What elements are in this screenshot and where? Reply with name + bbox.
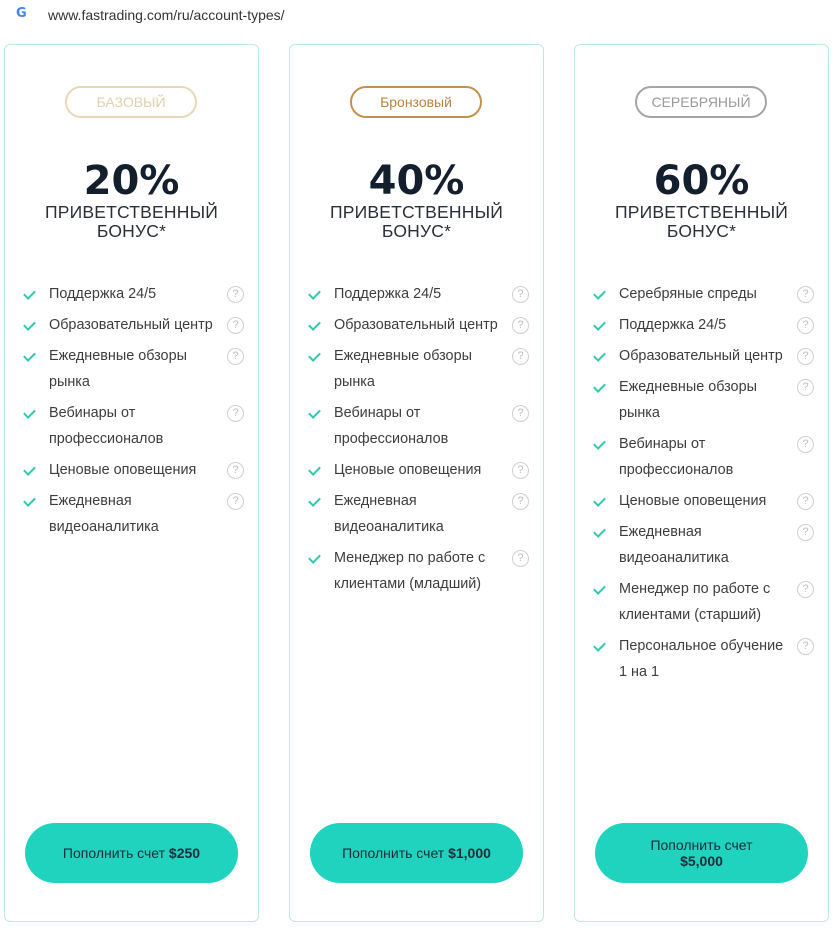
feature-item [290,343,543,395]
bonus-percent: 40% [368,158,465,204]
feature-text: Ежедневная видеоаналитика [334,493,444,535]
feature-item [290,457,543,483]
check-icon [593,318,606,331]
deposit-button-label [342,845,491,861]
bonus-label-line1: ПРИВЕТСТВЕННЫЙ [44,202,219,222]
feature-text: Ежедневные обзоры рынка [49,348,187,390]
check-icon [593,582,606,595]
question-mark-icon[interactable]: ? [512,405,529,422]
bonus-label-line1: ПРИВЕТСТВЕННЫЙ [329,202,504,222]
feature-item [575,519,828,571]
question-mark-icon[interactable]: ? [512,493,529,510]
question-mark-icon[interactable]: ? [797,348,814,365]
feature-text: Поддержка 24/5 [334,286,442,302]
bonus-label [290,203,543,241]
bonus-label-line1: ПРИВЕТСТВЕННЫЙ [614,202,789,222]
question-mark-icon[interactable]: ? [227,286,244,303]
feature-text: Ежедневная видеоаналитика [49,493,159,535]
feature-text: Поддержка 24/5 [619,317,727,333]
feature-item [575,633,828,685]
feature-item [575,431,828,483]
check-icon [308,494,321,507]
check-icon [593,494,606,507]
deposit-amount: $1,000 [448,845,491,861]
check-icon [308,551,321,564]
check-icon [23,349,36,362]
question-mark-icon[interactable]: ? [512,348,529,365]
check-icon [308,463,321,476]
feature-text: Ежедневная видеоаналитика [619,524,729,566]
feature-item [575,576,828,628]
bonus-percent: 20% [83,158,180,204]
feature-list [5,281,258,545]
question-mark-icon[interactable]: ? [227,317,244,334]
feature-item [575,343,828,369]
check-icon [308,287,321,300]
feature-list [575,281,828,690]
feature-item [290,545,543,597]
account-card [574,44,829,922]
address-bar[interactable] [0,0,837,32]
question-mark-icon[interactable]: ? [797,286,814,303]
account-badge: СЕРЕБРЯНЫЙ [635,86,767,118]
question-mark-icon[interactable]: ? [797,317,814,334]
question-mark-icon[interactable]: ? [797,638,814,655]
deposit-button[interactable] [310,823,523,883]
feature-item [5,400,258,452]
question-mark-icon[interactable]: ? [512,286,529,303]
check-icon [593,525,606,538]
question-mark-icon[interactable]: ? [227,493,244,510]
bonus-label-line2: БОНУС* [666,221,737,241]
feature-text: Вебинары от профессионалов [619,436,734,478]
feature-item [290,488,543,540]
deposit-button[interactable] [25,823,238,883]
feature-text: Ценовые оповещения [334,462,482,478]
feature-item [575,488,828,514]
feature-text: Ценовые оповещения [49,462,197,478]
check-icon [593,287,606,300]
question-mark-icon[interactable]: ? [227,462,244,479]
feature-text: Серебряные спреды [619,286,757,302]
deposit-button-prefix: Пополнить счет [342,845,445,861]
feature-item [5,488,258,540]
deposit-button-prefix: Пополнить счет [62,845,166,861]
account-card [289,44,544,922]
deposit-amount: $250 [168,845,201,861]
google-g-icon: G [16,6,27,21]
feature-text: Образовательный центр [619,348,783,364]
feature-item [5,343,258,395]
feature-item [290,281,543,307]
feature-text: Поддержка 24/5 [49,286,157,302]
deposit-button-prefix: Пополнить счет [650,837,753,853]
url-text[interactable]: www.fastrading.com/ru/account-types/ [48,7,285,23]
feature-text: Менеджер по работе с клиентами (старший) [619,581,771,623]
feature-text: Персональное обучение 1 на 1 [619,638,784,680]
question-mark-icon[interactable]: ? [512,462,529,479]
check-icon [593,349,606,362]
feature-item [575,374,828,426]
feature-item [290,400,543,452]
question-mark-icon[interactable]: ? [512,550,529,567]
feature-text: Ценовые оповещения [619,493,767,509]
feature-item [290,312,543,338]
check-icon [23,406,36,419]
question-mark-icon[interactable]: ? [797,379,814,396]
feature-text: Ежедневные обзоры рынка [619,379,757,421]
feature-text: Образовательный центр [334,317,498,333]
feature-text: Образовательный центр [49,317,213,333]
question-mark-icon[interactable]: ? [797,493,814,510]
check-icon [593,437,606,450]
check-icon [23,463,36,476]
bonus-label-line2: БОНУС* [381,221,452,241]
question-mark-icon[interactable]: ? [227,348,244,365]
check-icon [308,406,321,419]
deposit-button[interactable] [595,823,808,883]
feature-item [5,281,258,307]
feature-item [575,281,828,307]
feature-list [290,281,543,602]
feature-text: Менеджер по работе с клиентами (младший) [334,550,486,592]
account-badge: БАЗОВЫЙ [65,86,197,118]
check-icon [593,380,606,393]
feature-item [5,457,258,483]
feature-item [5,312,258,338]
deposit-button-label [63,845,200,861]
feature-text: Вебинары от профессионалов [49,405,164,447]
question-mark-icon[interactable]: ? [512,317,529,334]
check-icon [23,318,36,331]
question-mark-icon[interactable]: ? [797,581,814,598]
check-icon [308,349,321,362]
feature-text: Вебинары от профессионалов [334,405,449,447]
feature-text: Ежедневные обзоры рынка [334,348,472,390]
deposit-button-label [650,837,752,869]
bonus-percent: 60% [653,158,750,204]
bonus-label-line2: БОНУС* [96,221,167,241]
question-mark-icon[interactable]: ? [797,524,814,541]
feature-item [575,312,828,338]
account-card [4,44,259,922]
question-mark-icon[interactable]: ? [797,436,814,453]
account-badge: Бронзовый [350,86,482,118]
question-mark-icon[interactable]: ? [227,405,244,422]
check-icon [593,639,606,652]
deposit-amount: $5,000 [680,853,723,869]
check-icon [308,318,321,331]
check-icon [23,494,36,507]
check-icon [23,287,36,300]
bonus-label [5,203,258,241]
bonus-label [575,203,828,241]
